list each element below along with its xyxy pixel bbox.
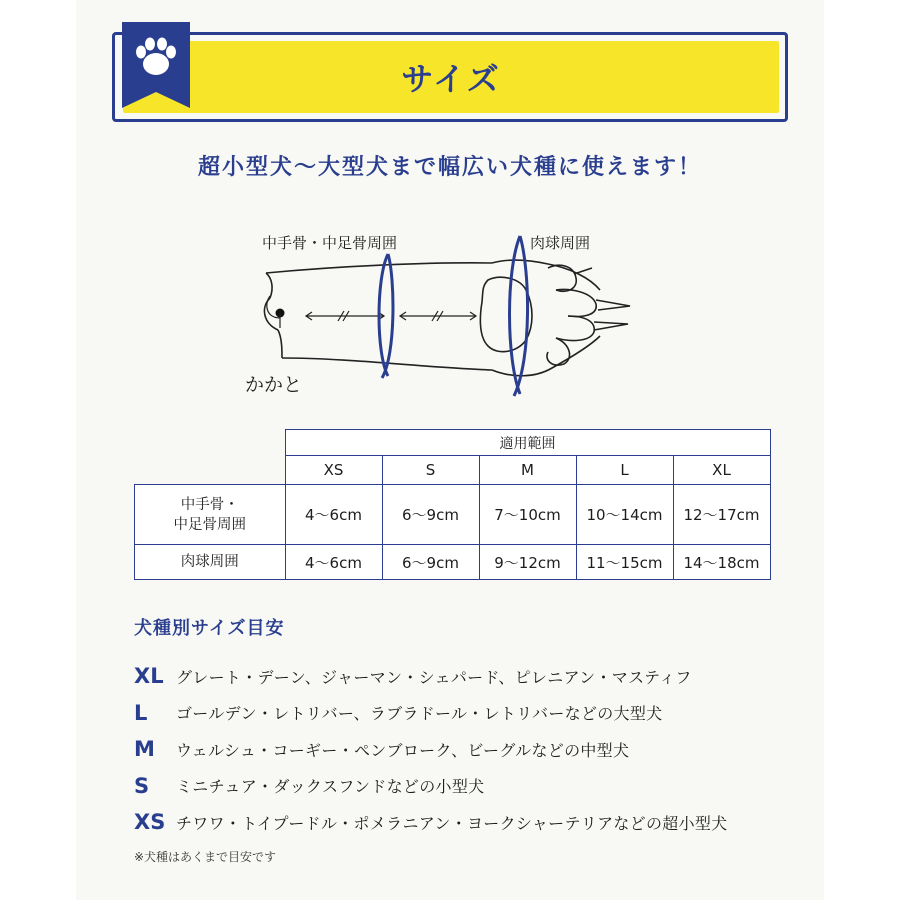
- paw-measurement-diagram: [230, 218, 650, 408]
- banner-yellow-band: [123, 41, 779, 113]
- breed-guide-list: [134, 658, 834, 841]
- subtitle: 超小型犬〜大型犬まで幅広い犬種に使えます！: [197, 155, 702, 180]
- list-item: [134, 804, 834, 841]
- breed-guide-title: 犬種別サイズ目安: [134, 618, 285, 639]
- table-row: [135, 485, 771, 545]
- list-item: [134, 731, 834, 768]
- breed-text: ミニチュア・ダックスフンドなどの小型犬: [176, 777, 485, 797]
- size-header-l: L: [576, 456, 673, 485]
- label-metacarpal-circumference: 中手骨・中足骨周囲: [262, 234, 398, 252]
- list-item: [134, 768, 834, 805]
- label-heel: かかと: [245, 374, 303, 396]
- row-header-line2: 中足骨周囲: [173, 516, 246, 533]
- table-cell: 11〜15cm: [576, 545, 673, 580]
- size-header-s: S: [382, 456, 479, 485]
- table-cell: 6〜9cm: [382, 545, 479, 580]
- section-title: サイズ: [401, 60, 501, 98]
- table-cell: 6〜9cm: [382, 485, 479, 545]
- breed-size-label: S: [134, 773, 150, 798]
- row-header-pad: 肉球周囲: [135, 545, 286, 580]
- breed-size-label: M: [134, 737, 155, 762]
- size-header-m: M: [479, 456, 576, 485]
- breed-size-label: XS: [134, 810, 166, 835]
- row-header-line1: 中手骨・: [180, 496, 239, 513]
- table-cell: 14〜18cm: [673, 545, 770, 580]
- breed-text: ゴールデン・レトリバー、ラブラドール・レトリバーなどの大型犬: [176, 704, 663, 724]
- table-cell: 4〜6cm: [285, 485, 382, 545]
- table-cell: 4〜6cm: [285, 545, 382, 580]
- breed-text: チワワ・トイプードル・ポメラニアン・ヨークシャーテリアなどの超小型犬: [176, 813, 728, 833]
- size-header-xl: XL: [673, 456, 770, 485]
- breed-note: ※犬種はあくまで目安です: [134, 850, 277, 864]
- size-table: [134, 429, 771, 580]
- breed-text: グレート・デーン、ジャーマン・シェパード、ピレニアン・マスティフ: [176, 667, 692, 687]
- table-row: [135, 545, 771, 580]
- table-cell: 12〜17cm: [673, 485, 770, 545]
- breed-text: ウェルシュ・コーギー・ペンブローク、ビーグルなどの中型犬: [176, 740, 630, 760]
- table-group-header: 適用範囲: [285, 430, 770, 456]
- table-corner-2: [135, 456, 286, 485]
- list-item: [134, 695, 834, 732]
- list-item: [134, 658, 834, 695]
- section-banner: [112, 32, 788, 122]
- table-corner: [135, 430, 286, 456]
- breed-size-label: L: [134, 700, 148, 725]
- table-cell: 9〜12cm: [479, 545, 576, 580]
- breed-size-label: XL: [134, 664, 164, 689]
- label-pad-circumference: 肉球周囲: [530, 234, 591, 252]
- row-header-metacarpal: [135, 485, 286, 545]
- paw-flag: [122, 22, 190, 108]
- table-cell: 7〜10cm: [479, 485, 576, 545]
- table-cell: 10〜14cm: [576, 485, 673, 545]
- size-header-xs: XS: [285, 456, 382, 485]
